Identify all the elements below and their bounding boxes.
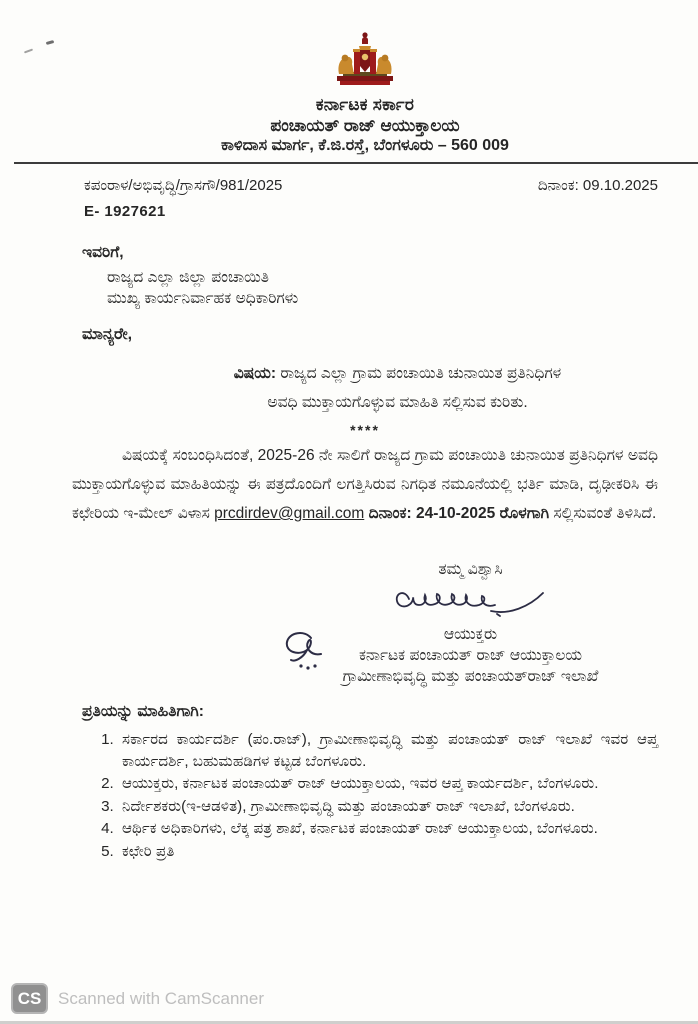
- addressee-to-label: ಇವರಿಗೆ,: [82, 244, 124, 261]
- copies-list-item: 2. ಆಯುಕ್ತರು, ಕರ್ನಾಟಕ ಪಂಚಾಯತ್ ರಾಜ್ ಆಯುಕ್ತಾಲಯ, ಇವರ ಆಪ್ತ ಕಾರ್ಯದರ್ಶಿ, ಬೆಂಗಳೂರು.: [118, 773, 658, 795]
- letterhead-govt-name: ಕರ್ನಾಟಕ ಸರ್ಕಾರ: [315, 95, 415, 114]
- subject-separator: ****: [350, 422, 380, 438]
- reference-number: ಕಪಂರಾಳ/ಅಭಿವೃದ್ಧಿ/ಗ್ರಾಸಗೌ/981/2025: [84, 177, 283, 194]
- karnataka-state-emblem-icon: [329, 30, 401, 93]
- subject-line-1: [167, 359, 628, 388]
- signatory-org-line-2: ಗ್ರಾಮೀಣಾಭಿವೃದ್ಧಿ ಮತ್ತು ಪಂಚಾಯತ್‌ರಾಜ್ ಇಲಾಖೆ: [342, 668, 599, 685]
- letter-date: ದಿನಾಂಕ: 09.10.2025: [537, 177, 658, 194]
- addressee-block: [107, 267, 658, 309]
- body-text-1: ವಿಷಯಕ್ಕೆ ಸಂಬಂಧಿಸಿದಂತೆ, 2025-26 ನೇ ಸಾಲಿಗೆ ರಾಜ್ಯದ ಗ್ರಾಮ ಪಂಚಾಯಿತಿ ಚುನಾಯಿತ ಪ್ರತಿನಿಧಿಗಳ ಅವಧಿ ಮುಕ್ತಾಯಗೊಳ್ಳುವ ಮಾಹಿತಿಯನ್ನು ಈ ಪತ್ರದೊಂದಿಗೆ ಲಗತ್ತಿಸಿರುವ ನಿಗಧಿತ ನಮೂನೆಯಲ್ಲಿ ಭರ್ತಿ ಮಾಡಿ, ದೃಢೀಕರಿಸಿ ಈ ಕಛೇರಿಯ ಇ-ಮೇಲ್ ವಿಳಾಸ: [72, 447, 658, 522]
- handwritten-signature-icon: [303, 581, 638, 625]
- deadline-date: ದಿನಾಂಕ: 24-10-2025 ರೊಳಗಾಗಿ: [368, 505, 550, 522]
- addressee-line: ರಾಜ್ಯದ ಎಲ್ಲಾ ಜಿಲ್ಲಾ ಪಂಚಾಯಿತಿ: [107, 269, 269, 286]
- reference-row: [84, 177, 658, 194]
- e-file-number: E- 1927621: [84, 203, 166, 220]
- header-divider: [14, 162, 698, 164]
- body-paragraph: [72, 441, 658, 528]
- copies-list-item: 3. ನಿರ್ದೇಶಕರು(ಇ-ಆಡಳಿತ), ಗ್ರಾಮೀಣಾಭಿವೃದ್ಧಿ ಮತ್ತು ಪಂಚಾಯತ್ ರಾಜ್ ಇಲಾಖೆ, ಬೆಂಗಳೂರು.: [118, 796, 658, 818]
- copies-heading: ಪ್ರತಿಯನ್ನು ಮಾಹಿತಿಗಾಗಿ:: [82, 703, 204, 720]
- subject-line-2: ಅವಧಿ ಮುಕ್ತಾಯಗೊಳ್ಳುವ ಮಾಹಿತಿ ಸಲ್ಲಿಸುವ ಕುರಿತು.: [267, 394, 528, 411]
- closing-phrase: ತಮ್ಮ ವಿಶ್ವಾಸಿ: [438, 561, 503, 578]
- copies-list-item: 4. ಆರ್ಥಿಕ ಅಧಿಕಾರಿಗಳು, ಲೆಕ್ಕ ಪತ್ರ ಶಾಖೆ, ಕರ್ನಾಟಕ ಪಂಚಾಯತ್ ರಾಜ್ ಆಯುಕ್ತಾಲಯ, ಬೆಂಗಳೂರು.: [118, 818, 658, 840]
- camscanner-text: Scanned with CamScanner: [58, 988, 265, 1008]
- letterhead: [72, 0, 658, 155]
- copies-list-item: 1. ಸರ್ಕಾರದ ಕಾರ್ಯದರ್ಶಿ (ಪಂ.ರಾಜ್), ಗ್ರಾಮೀಣಾಭಿವೃದ್ಧಿ ಮತ್ತು ಪಂಚಾಯತ್ ರಾಜ್ ಇಲಾಖೆ ಇವರ ಆಪ್ತ ಕಾರ್ಯದರ್ಶಿ, ಬಹುಮಹಡಿಗಳ ಕಟ್ಟಡ ಬೆಂಗಳೂರು.: [118, 729, 658, 772]
- camscanner-watermark: [11, 983, 264, 1014]
- salutation: ಮಾನ್ಯರೇ,: [82, 326, 133, 343]
- subject-text-1: ರಾಜ್ಯದ ಎಲ್ಲಾ ಗ್ರಾಮ ಪಂಚಾಯಿತಿ ಚುನಾಯಿತ ಪ್ರತಿನಿಧಿಗಳ: [280, 365, 562, 382]
- letterhead-office-name: ಪಂಚಾಯತ್ ರಾಜ್ ಆಯುಕ್ತಾಲಯ: [270, 116, 460, 135]
- signatory-org-line-1: ಕರ್ನಾಟಕ ಪಂಚಾಯತ್ ರಾಜ್ ಆಯುಕ್ತಾಲಯ: [358, 647, 583, 664]
- camscanner-logo-icon: CS: [11, 983, 48, 1014]
- signatory-designation: ಆಯುಕ್ತರು: [443, 626, 498, 643]
- body-text-2: ಸಲ್ಲಿಸುವಂತೆ ತಿಳಿಸಿದೆ.: [549, 505, 657, 522]
- handwritten-initial-icon: [281, 628, 333, 677]
- email-address: prcdirdev@gmail.com: [214, 505, 365, 522]
- subject-label: ವಿಷಯ:: [233, 365, 277, 382]
- letterhead-address: ಕಾಳಿದಾಸ ಮಾರ್ಗ, ಕೆ.ಜಿ.ರಸ್ತೆ, ಬೆಂಗಳೂರು – 560 009: [221, 137, 509, 154]
- addressee-line: ಮುಖ್ಯ ಕಾರ್ಯನಿರ್ವಾಹಕ ಅಧಿಕಾರಿಗಳು: [107, 290, 299, 307]
- copies-list: [72, 729, 658, 862]
- copies-list-item: 5. ಕಛೇರಿ ಪ್ರತಿ: [118, 841, 658, 863]
- subject-block: [167, 359, 628, 417]
- signature-block: [303, 560, 638, 687]
